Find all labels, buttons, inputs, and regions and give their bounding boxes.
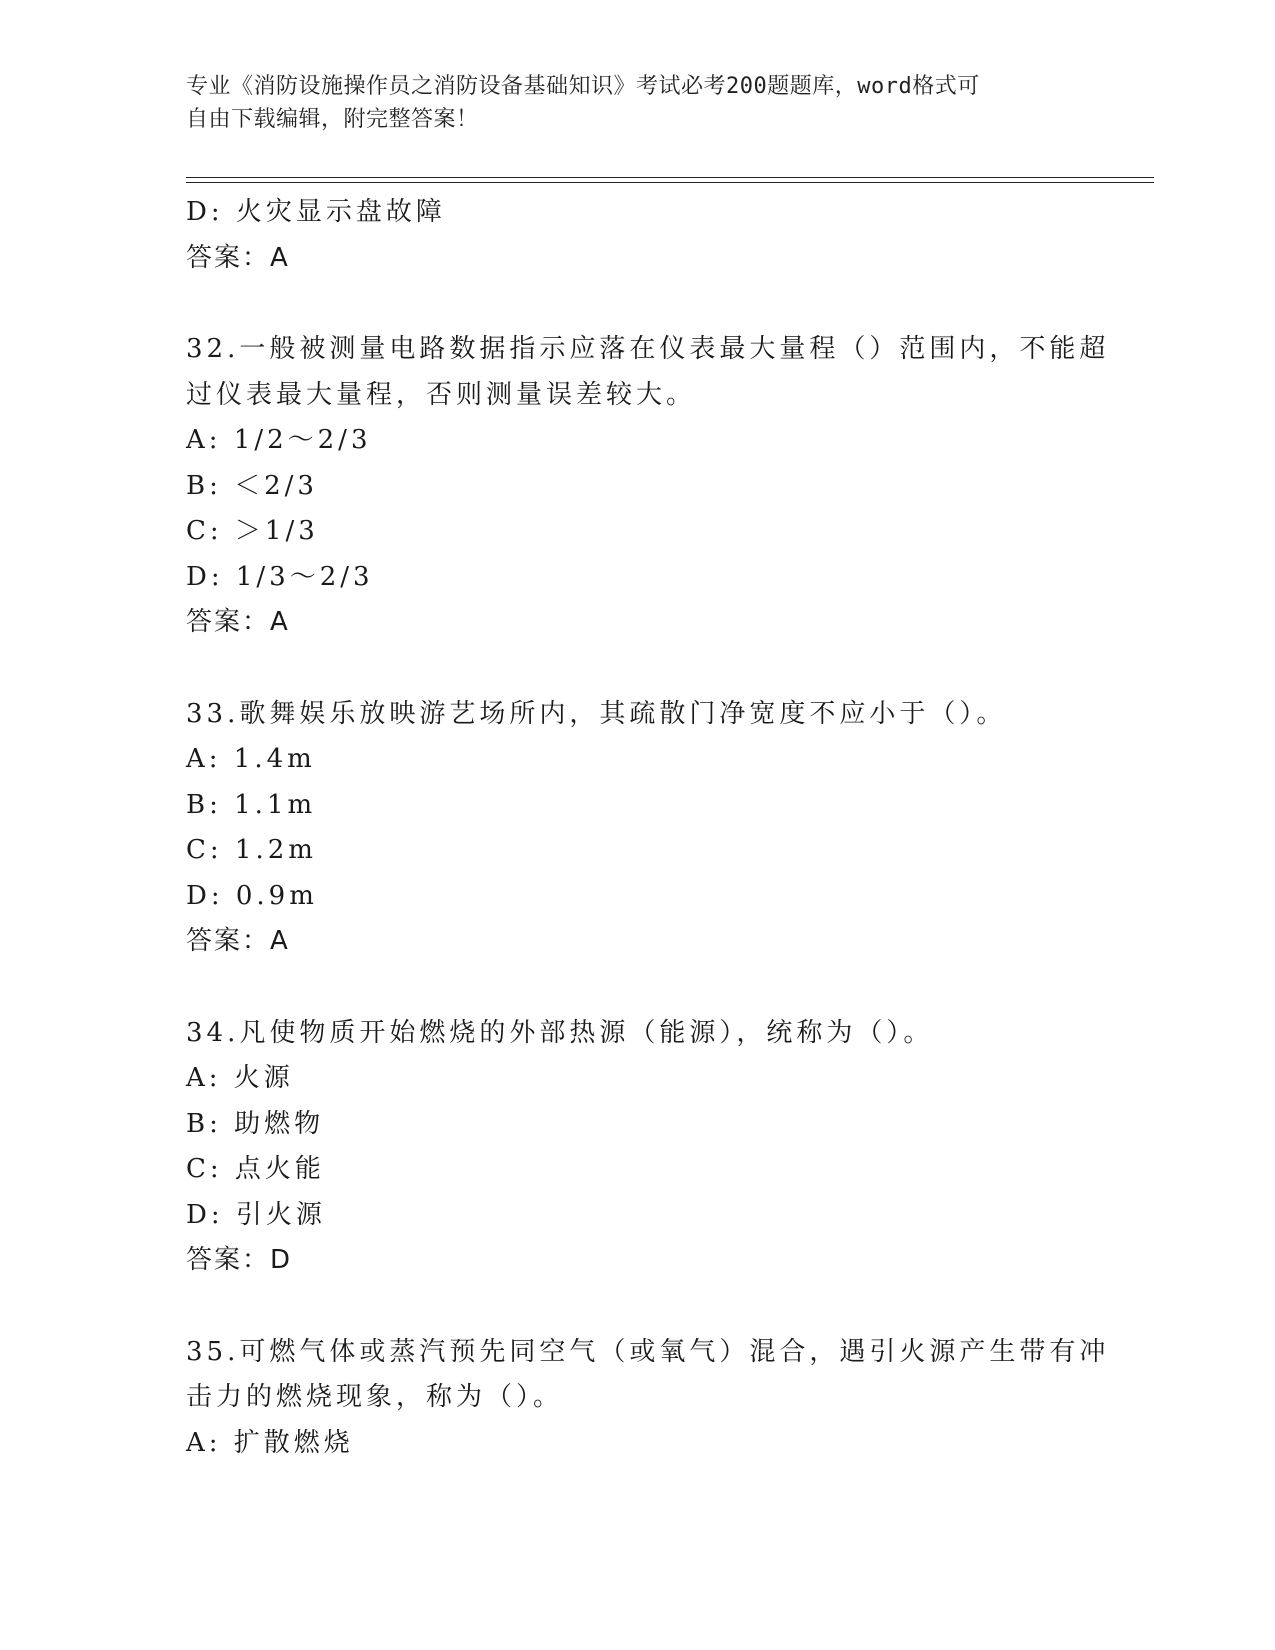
prev-option-d: D: 火灾显示盘故障 [186, 197, 446, 227]
question-35-option-a: A: 扩散燃烧 [186, 1427, 354, 1458]
question-33-answer: 答案：A [186, 926, 290, 956]
prev-answer: 答案：A [186, 242, 290, 273]
header-divider-top [186, 177, 1154, 178]
question-32-option-c: C: ＞1/3 [186, 516, 319, 546]
question-32-option-d: D: 1/3～2/3 [186, 561, 374, 592]
question-32-stem-2: 过仪表最大量程，否则测量误差较大。 [186, 379, 697, 410]
question-35-stem-1: 35.可燃气体或蒸汽预先同空气（或氧气）混合，遇引火源产生带有冲 [186, 1336, 1110, 1367]
question-32-option-a: A: 1/2～2/3 [186, 425, 372, 455]
document-body [186, 190, 1110, 1466]
spacer [186, 646, 1086, 692]
header-line-2: 自由下载编辑，附完整答案！ [186, 107, 479, 132]
question-32 [186, 327, 1110, 418]
question-32-stem-1: 32.一般被测量电路数据指示应落在仪表最大量程（）范围内，不能超 [186, 334, 1110, 364]
question-35-stem-2: 击力的燃烧现象，称为（）。 [186, 1382, 564, 1412]
document-header [186, 70, 1086, 136]
question-34-option-a: A: 火源 [186, 1063, 294, 1093]
question-33-option-c: C: 1.2m [186, 835, 317, 865]
question-34-stem-1: 34.凡使物质开始燃烧的外部热源（能源），统称为（）。 [186, 1017, 934, 1048]
header-divider-bottom [186, 182, 1154, 183]
question-33-option-d: D: 0.9m [186, 880, 318, 911]
question-32-option-b: B: ＜2/3 [186, 470, 318, 501]
question-33-option-b: B: 1.1m [186, 789, 317, 820]
header-line-1: 专业《消防设施操作员之消防设备基础知识》考试必考200题题库，word格式可 [186, 74, 980, 99]
spacer [186, 965, 1086, 1011]
question-34-option-d: D: 引火源 [186, 1199, 326, 1230]
spacer [186, 1284, 1086, 1330]
spacer [186, 281, 1086, 327]
question-33-option-a: A: 1.4m [186, 744, 316, 774]
question-34-answer: 答案：D [186, 1245, 293, 1275]
question-34-option-b: B: 助燃物 [186, 1108, 325, 1139]
question-33-stem-1: 33.歌舞娱乐放映游艺场所内，其疏散门净宽度不应小于（）。 [186, 698, 1007, 729]
question-32-answer: 答案：A [186, 607, 290, 637]
question-34-option-c: C: 点火能 [186, 1154, 325, 1184]
